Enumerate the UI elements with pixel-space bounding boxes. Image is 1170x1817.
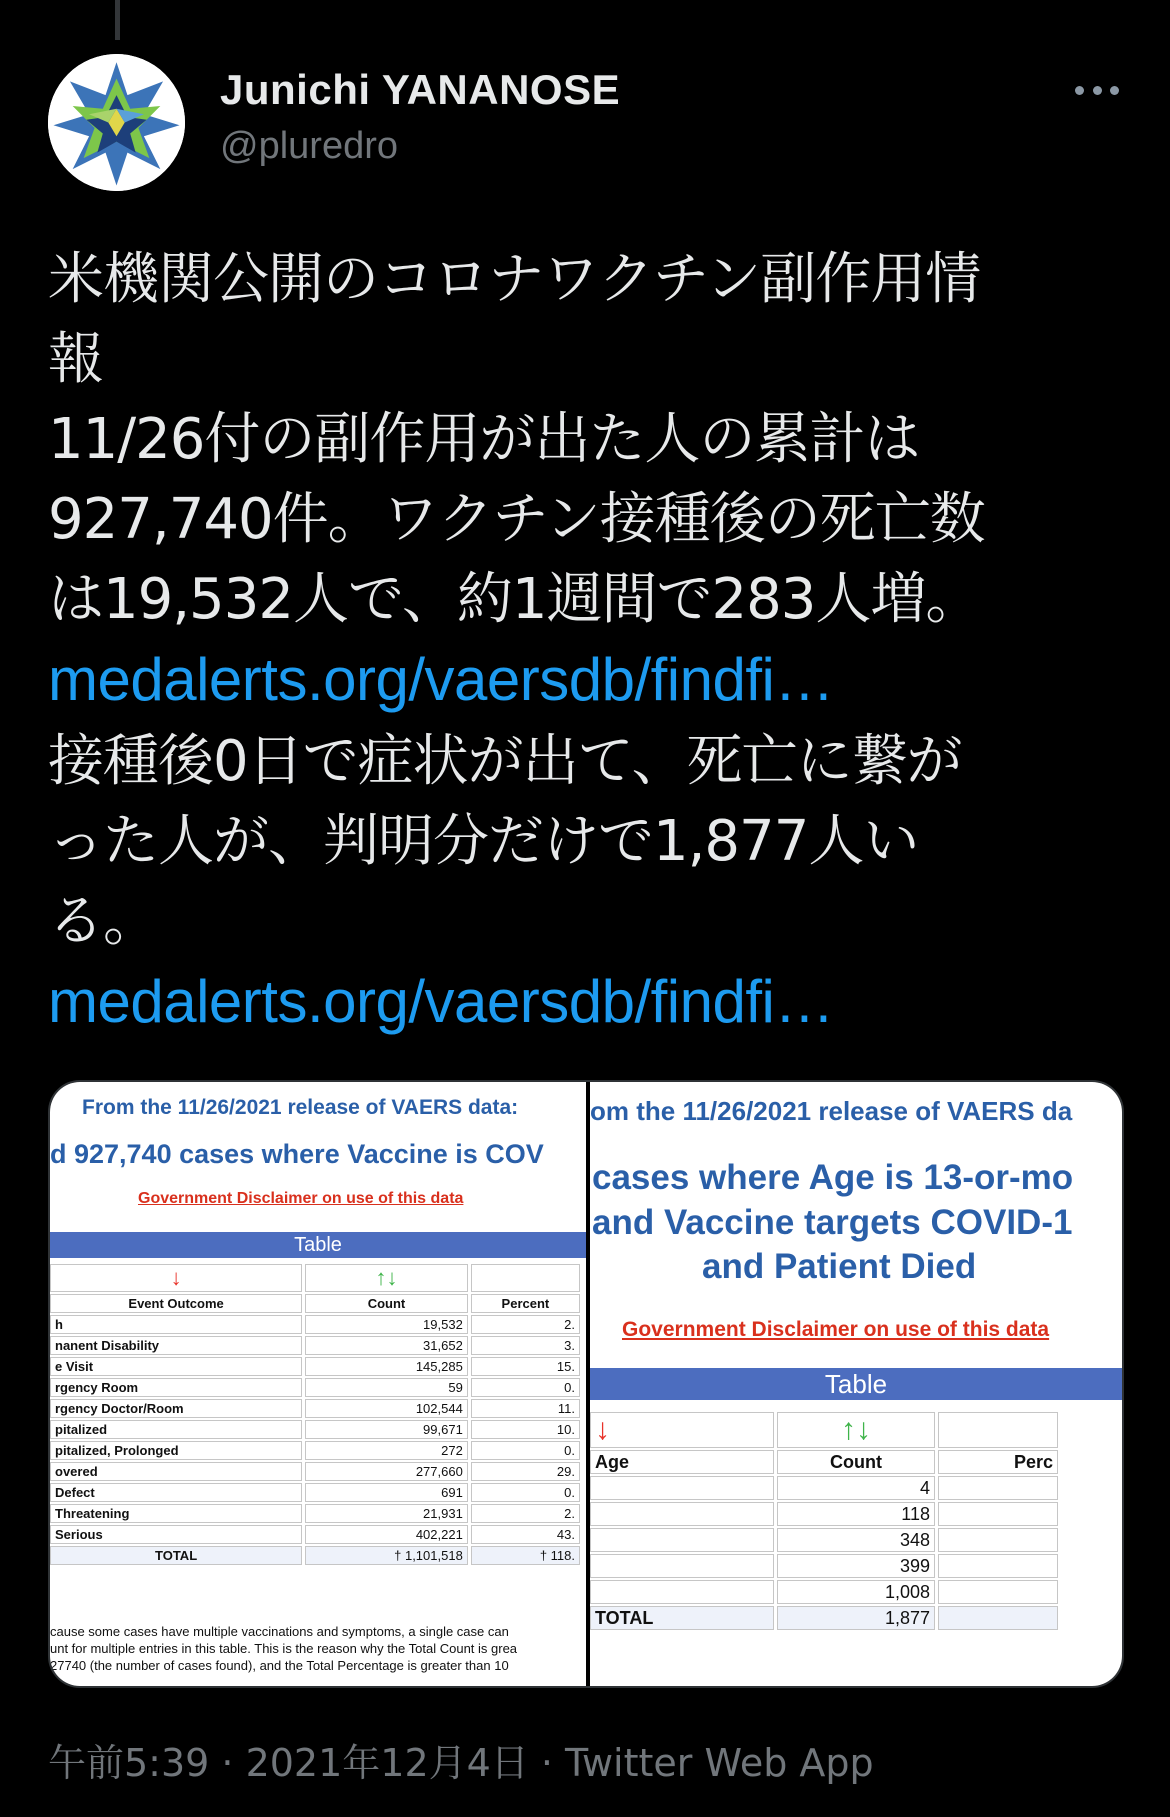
sort-arrow-cell[interactable] xyxy=(777,1412,935,1448)
vaers-found-heading: d 927,740 cases where Vaccine is COV xyxy=(50,1139,544,1169)
sort-down-arrow-icon[interactable]: ↓ xyxy=(170,1265,182,1290)
tweet-text xyxy=(48,240,1128,1044)
media-image-left[interactable] xyxy=(50,1082,586,1686)
column-header-percent: Percent xyxy=(471,1294,580,1313)
table-row: h 19,532 2. xyxy=(50,1315,580,1334)
sort-down-arrow-icon[interactable]: ↓ xyxy=(386,1265,398,1290)
table-row: pitalized, Prolonged 272 0. xyxy=(50,1441,580,1460)
table-total-row: TOTAL 1,877 xyxy=(590,1606,1058,1630)
vaers-found-heading: and Vaccine targets COVID-1 xyxy=(592,1203,1073,1242)
sort-arrow-cell[interactable] xyxy=(305,1264,468,1292)
table-total-row: TOTAL † 1,101,518 † 118. xyxy=(50,1546,580,1565)
table-row: 399 xyxy=(590,1554,1058,1578)
table-row: Defect 691 0. xyxy=(50,1483,580,1502)
column-header-count: Count xyxy=(305,1294,468,1313)
column-header-count: Count xyxy=(777,1450,935,1474)
display-name[interactable]: Junichi YANANOSE xyxy=(220,66,621,113)
table-row: 348 xyxy=(590,1528,1058,1552)
column-header-age: Age xyxy=(590,1450,774,1474)
vaers-disclaimer-link[interactable]: Government Disclaimer on use of this data xyxy=(622,1318,1050,1341)
table-row: pitalized 99,671 10. xyxy=(50,1420,580,1439)
tweet-link[interactable]: medalerts.org/vaersdb/findfi… xyxy=(48,968,834,1035)
table-label-bar: Table xyxy=(590,1368,1122,1400)
tweet-line: 接種後0日で症状が出て、死亡に繋が xyxy=(48,729,962,794)
thread-line xyxy=(115,0,120,40)
media-image-right[interactable] xyxy=(590,1082,1122,1686)
media-grid xyxy=(48,1080,1124,1688)
column-header-percent: Perc xyxy=(938,1450,1058,1474)
sort-arrow-cell[interactable] xyxy=(590,1412,774,1448)
avatar-polyhedron-icon xyxy=(48,54,185,191)
tweet-link[interactable]: medalerts.org/vaersdb/findfi… xyxy=(48,646,834,713)
table-label-bar: Table xyxy=(50,1232,586,1258)
vaers-found-heading: and Patient Died xyxy=(702,1247,977,1286)
vaers-disclaimer-link[interactable]: Government Disclaimer on use of this data xyxy=(138,1190,464,1207)
tweet-line: 927,740件。ワクチン接種後の死亡数 xyxy=(48,487,985,552)
table-row: 1,008 xyxy=(590,1580,1058,1604)
avatar[interactable] xyxy=(48,54,185,191)
vaers-release-heading: From the 11/26/2021 release of VAERS data: xyxy=(82,1096,519,1119)
table-row: 118 xyxy=(590,1502,1058,1526)
tweet-line: った人が、判明分だけで1,877人い xyxy=(48,809,919,874)
tweet-line: る。 xyxy=(48,889,158,954)
tweet-line: 11/26付の副作用が出た人の累計は xyxy=(48,407,920,472)
user-handle[interactable]: @pluredro xyxy=(220,125,398,167)
sort-arrow-cell[interactable] xyxy=(50,1264,302,1292)
vaers-found-heading: cases where Age is 13-or-mo xyxy=(592,1158,1074,1197)
tweet-timestamp[interactable]: 午前5:39 · 2021年12月4日 · Twitter Web App xyxy=(48,1741,874,1785)
sort-up-arrow-icon[interactable]: ↑ xyxy=(375,1265,387,1290)
table-footnote: 27740 (the number of cases found), and the Total Percentage is greater than 10 xyxy=(50,1658,509,1673)
tweet-line: は19,532人で、約1週間で283人増。 xyxy=(48,567,981,632)
sort-down-arrow-icon[interactable]: ↓ xyxy=(856,1413,871,1446)
table-footnote: unt for multiple entries in this table. This is the reason why the Total Count is grea xyxy=(50,1641,518,1656)
vaers-release-heading: om the 11/26/2021 release of VAERS da xyxy=(590,1096,1073,1126)
sort-down-arrow-icon[interactable]: ↓ xyxy=(595,1413,610,1446)
table-row: nanent Disability 31,652 3. xyxy=(50,1336,580,1355)
table-row: Threatening 21,931 2. xyxy=(50,1504,580,1523)
column-header-outcome: Event Outcome xyxy=(50,1294,302,1313)
table-row: overed 277,660 29. xyxy=(50,1462,580,1481)
table-row: Serious 402,221 43. xyxy=(50,1525,580,1544)
sort-up-arrow-icon[interactable]: ↑ xyxy=(841,1413,856,1446)
table-footnote: cause some cases have multiple vaccinations and symptoms, a single case can xyxy=(50,1624,509,1639)
tweet-line: 報 xyxy=(48,327,103,392)
more-options-icon[interactable] xyxy=(1075,80,1119,100)
age-table xyxy=(590,1410,1061,1632)
table-row: rgency Room 59 0. xyxy=(50,1378,580,1397)
outcome-table xyxy=(50,1262,583,1567)
table-row: e Visit 145,285 15. xyxy=(50,1357,580,1376)
table-row: 4 xyxy=(590,1476,1058,1500)
table-row: rgency Doctor/Room 102,544 11. xyxy=(50,1399,580,1418)
tweet-line: 米機関公開のコロナワクチン副作用情 xyxy=(48,247,981,312)
